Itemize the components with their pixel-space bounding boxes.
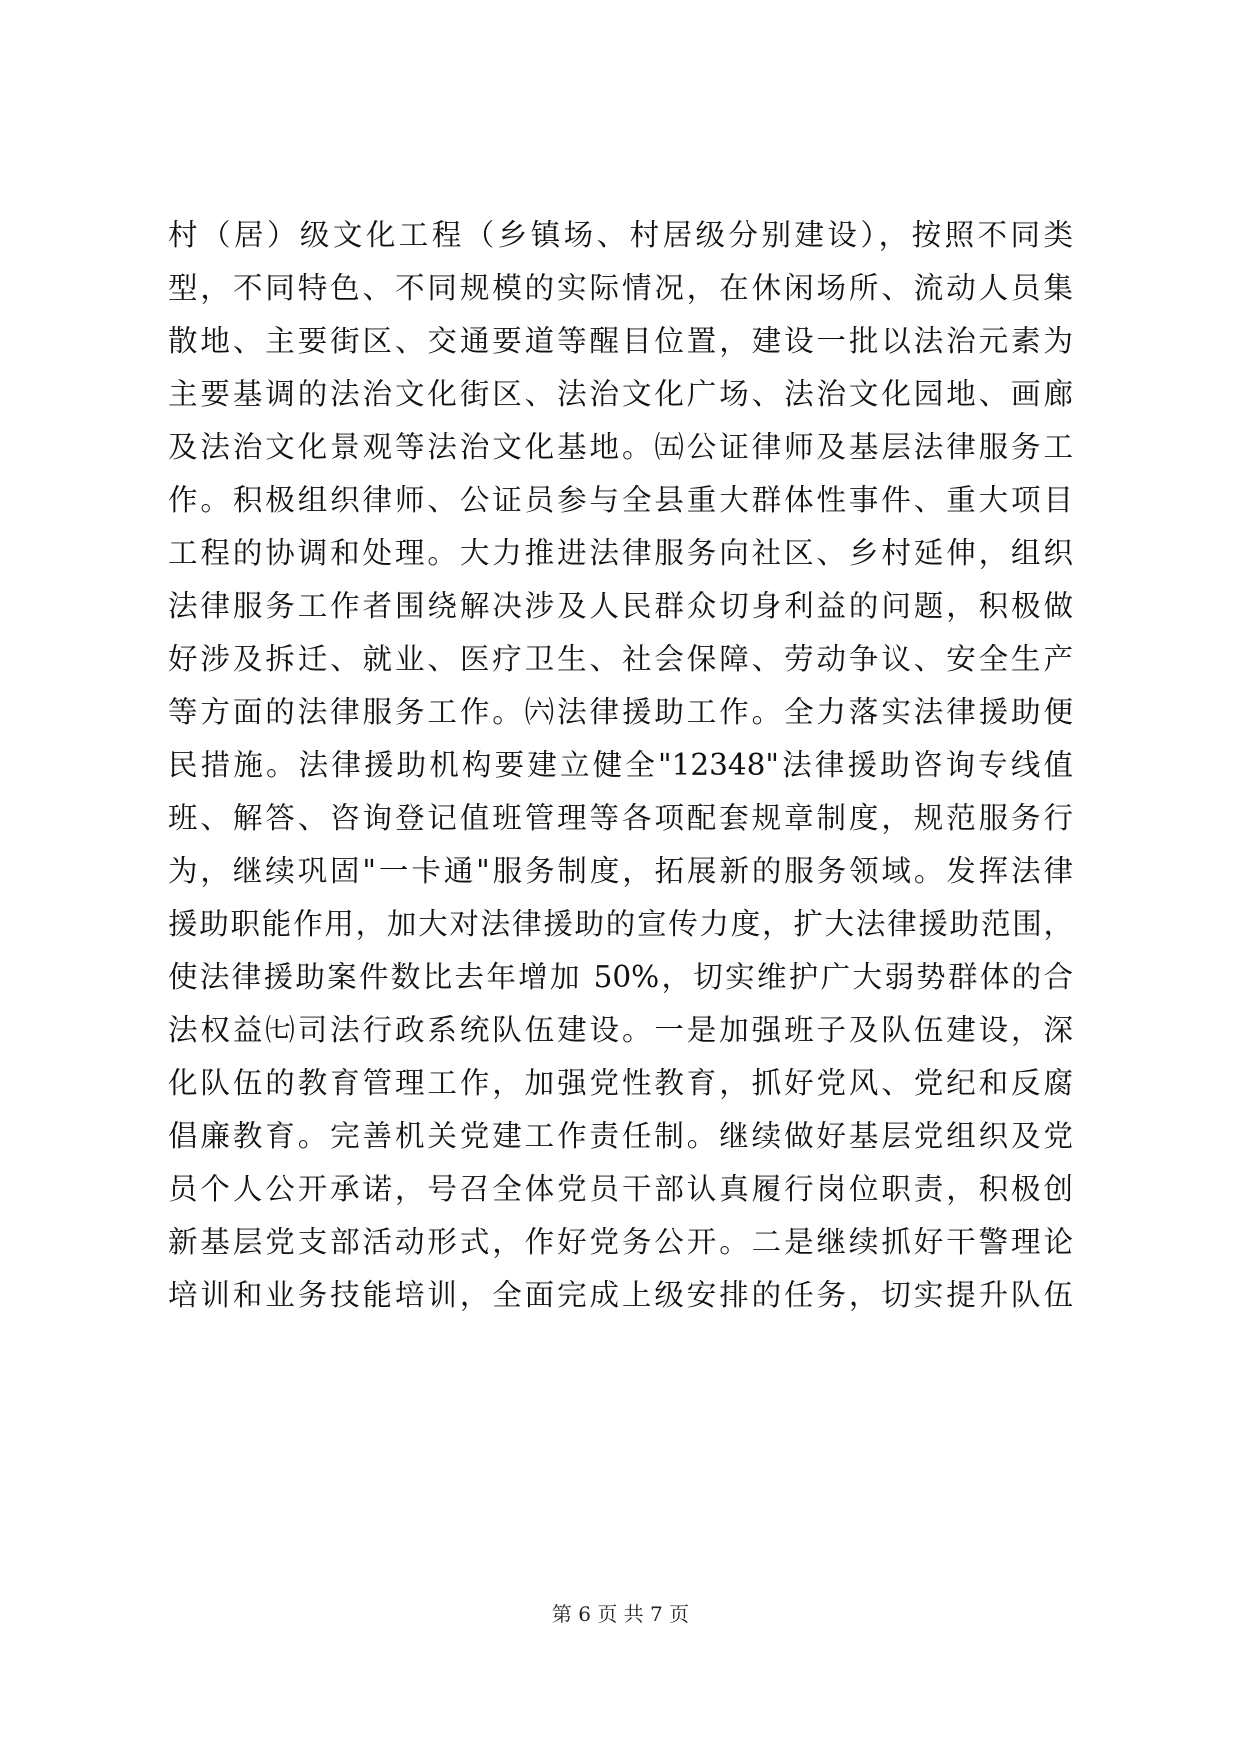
text-line: 型，不同特色、不同规模的实际情况，在休闲场所、流动人员集 [168, 271, 1073, 305]
text-line: 及法治文化景观等法治文化基地。㈤公证律师及基层法律服务工 [168, 430, 1073, 464]
page-footer: 第 6 页 共 7 页 [551, 1602, 690, 1626]
text-line: 散地、主要街区、交通要道等醒目位置，建设一批以法治元素为 [168, 324, 1073, 358]
text-line: 为，继续巩固"一卡通"服务制度，拓展新的服务领域。发挥法律 [168, 854, 1073, 888]
text-line: 法律服务工作者围绕解决涉及人民群众切身利益的问题，积极做 [168, 589, 1073, 623]
text-line: 等方面的法律服务工作。㈥法律援助工作。全力落实法律援助便 [168, 695, 1073, 729]
text-line: 法权益㈦司法行政系统队伍建设。一是加强班子及队伍建设，深 [168, 1013, 1073, 1047]
text-line: 班、解答、咨询登记值班管理等各项配套规章制度，规范服务行 [168, 801, 1073, 835]
text-line: 作。积极组织律师、公证员参与全县重大群体性事件、重大项目 [168, 483, 1073, 517]
text-line: 好涉及拆迁、就业、医疗卫生、社会保障、劳动争议、安全生产 [168, 642, 1073, 676]
text-line: 员个人公开承诺，号召全体党员干部认真履行岗位职责，积极创 [168, 1172, 1073, 1206]
text-line: 工程的协调和处理。大力推进法律服务向社区、乡村延伸，组织 [168, 536, 1073, 570]
text-line: 主要基调的法治文化街区、法治文化广场、法治文化园地、画廊 [168, 377, 1073, 411]
text-line: 民措施。法律援助机构要建立健全"12348"法律援助咨询专线值 [168, 748, 1073, 782]
text-line: 培训和业务技能培训，全面完成上级安排的任务，切实提升队伍 [168, 1278, 1073, 1312]
text-line: 倡廉教育。完善机关党建工作责任制。继续做好基层党组织及党 [168, 1119, 1073, 1153]
text-line: 新基层党支部活动形式，作好党务公开。二是继续抓好干警理论 [168, 1225, 1073, 1259]
text-line: 援助职能作用，加大对法律援助的宣传力度，扩大法律援助范围， [168, 907, 1073, 941]
text-line: 村（居）级文化工程（乡镇场、村居级分别建设），按照不同类 [168, 218, 1073, 252]
text-line: 使法律援助案件数比去年增加 50%，切实维护广大弱势群体的合 [168, 960, 1073, 994]
text-line: 化队伍的教育管理工作，加强党性教育，抓好党风、党纪和反腐 [168, 1066, 1073, 1100]
